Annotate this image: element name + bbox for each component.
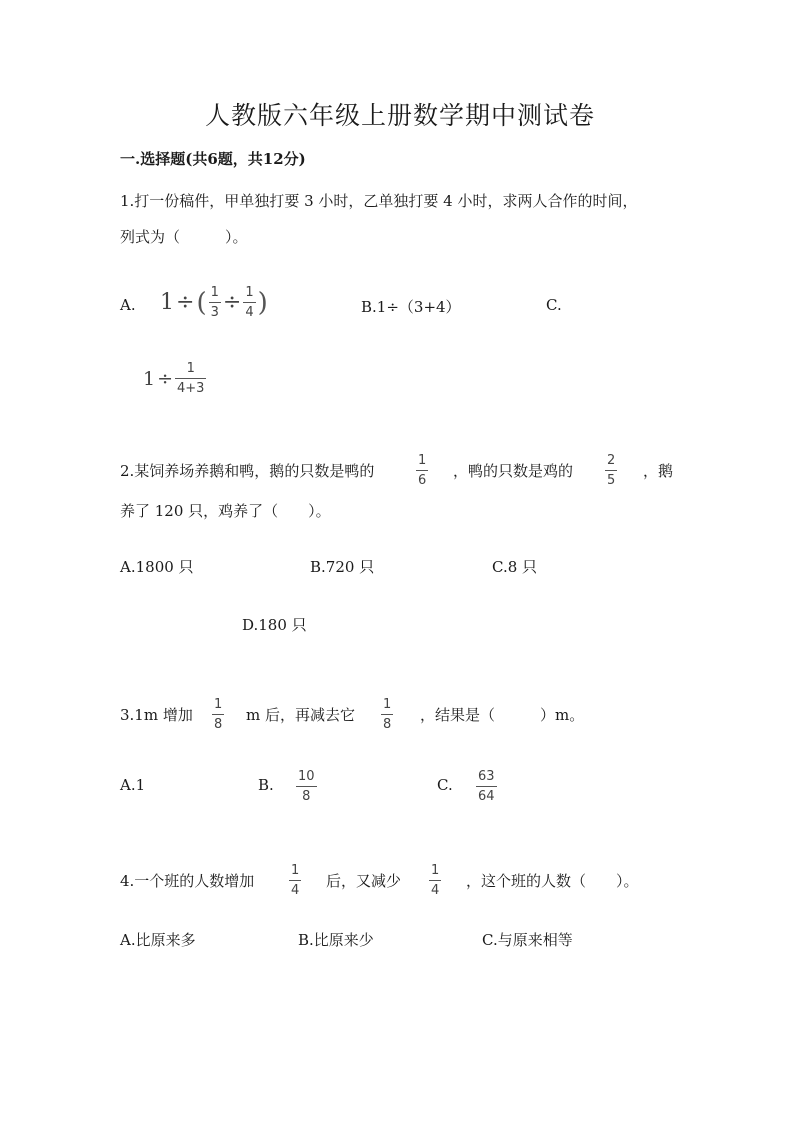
q2-fraction-2: $\frac{2}{5}$ xyxy=(607,453,616,488)
q3-fraction-2: $\frac{1}{8}$ xyxy=(383,697,392,732)
q2-fraction-1: $\frac{1}{6}$ xyxy=(418,453,427,488)
q1-c-div: ÷ xyxy=(157,367,174,390)
q1-option-a-label[interactable]: A. xyxy=(120,296,136,314)
q4-stem-part2: 后，又减少 xyxy=(326,872,402,890)
q2-option-d[interactable]: D.180 只 xyxy=(242,616,307,634)
q4-fraction-2: $\frac{1}{4}$ xyxy=(431,863,440,898)
q1-a-paren-open: ( xyxy=(196,287,207,318)
q2-option-b[interactable]: B.720 只 xyxy=(310,558,375,576)
q1-option-c-formula[interactable] xyxy=(143,362,206,395)
q2-stem-part2: ，鸭的只数是鸡的 xyxy=(453,462,574,480)
q1-a-fraction-2: $\frac{1}{4}$ xyxy=(245,285,254,320)
q4-option-b[interactable]: B.比原来少 xyxy=(298,931,374,949)
q3-stem-part2: m 后，再减去它 xyxy=(246,706,355,724)
q3-option-c-fraction[interactable]: $\frac{63}{64}$ xyxy=(478,769,495,804)
q4-option-a[interactable]: A.比原来多 xyxy=(120,931,196,949)
q1-option-b[interactable]: B.1÷（3+4） xyxy=(361,298,461,316)
q1-a-paren-close: ) xyxy=(257,287,268,318)
q2-option-c[interactable]: C.8 只 xyxy=(492,558,538,576)
q2-option-a[interactable]: A.1800 只 xyxy=(120,558,194,576)
q4-stem-part1: 4.一个班的人数增加 xyxy=(120,872,255,890)
q2-stem-line2: 养了 120 只，鸡养了（ ）。 xyxy=(120,502,331,520)
q1-c-fraction: $\frac{1}{4+3}$ xyxy=(177,361,205,396)
q1-stem-line2: 列式为（ ）。 xyxy=(120,228,248,246)
q3-option-a[interactable]: A.1 xyxy=(120,776,146,794)
q1-a-div: ÷ xyxy=(176,290,195,315)
q1-c-one: 1 xyxy=(143,367,156,390)
q1-a-fraction-1: $\frac{1}{3}$ xyxy=(210,285,219,320)
q1-a-one: 1 xyxy=(160,290,174,315)
q3-option-b-label[interactable]: B. xyxy=(258,776,274,794)
q1-stem-line1: 1.打一份稿件，甲单独打要 3 小时，乙单独打要 4 小时，求两人合作的时间， xyxy=(120,192,638,210)
q2-stem-part1: 2.某饲养场养鹅和鸭，鹅的只数是鸭的 xyxy=(120,462,375,480)
q3-option-c-label[interactable]: C. xyxy=(437,776,453,794)
q3-fraction-1: $\frac{1}{8}$ xyxy=(214,697,223,732)
q4-option-c[interactable]: C.与原来相等 xyxy=(482,931,573,949)
q4-fraction-1: $\frac{1}{4}$ xyxy=(291,863,300,898)
page-title: 人教版六年级上册数学期中测试卷 xyxy=(204,101,595,130)
q3-stem-part3: ，结果是（ ）m。 xyxy=(420,706,585,724)
section-heading: 一.选择题(共6题，共12分) xyxy=(120,150,306,168)
q3-option-b-fraction[interactable]: $\frac{10}{8}$ xyxy=(298,769,315,804)
q3-stem-part1: 3.1m 增加 xyxy=(120,706,193,724)
q1-a-div-inner: ÷ xyxy=(222,290,242,315)
q1-option-c-label[interactable]: C. xyxy=(546,296,562,314)
q4-stem-part3: ，这个班的人数（ ）。 xyxy=(466,872,639,890)
q1-option-a-formula[interactable] xyxy=(160,286,268,319)
q2-stem-part3: ，鹅 xyxy=(643,462,674,480)
